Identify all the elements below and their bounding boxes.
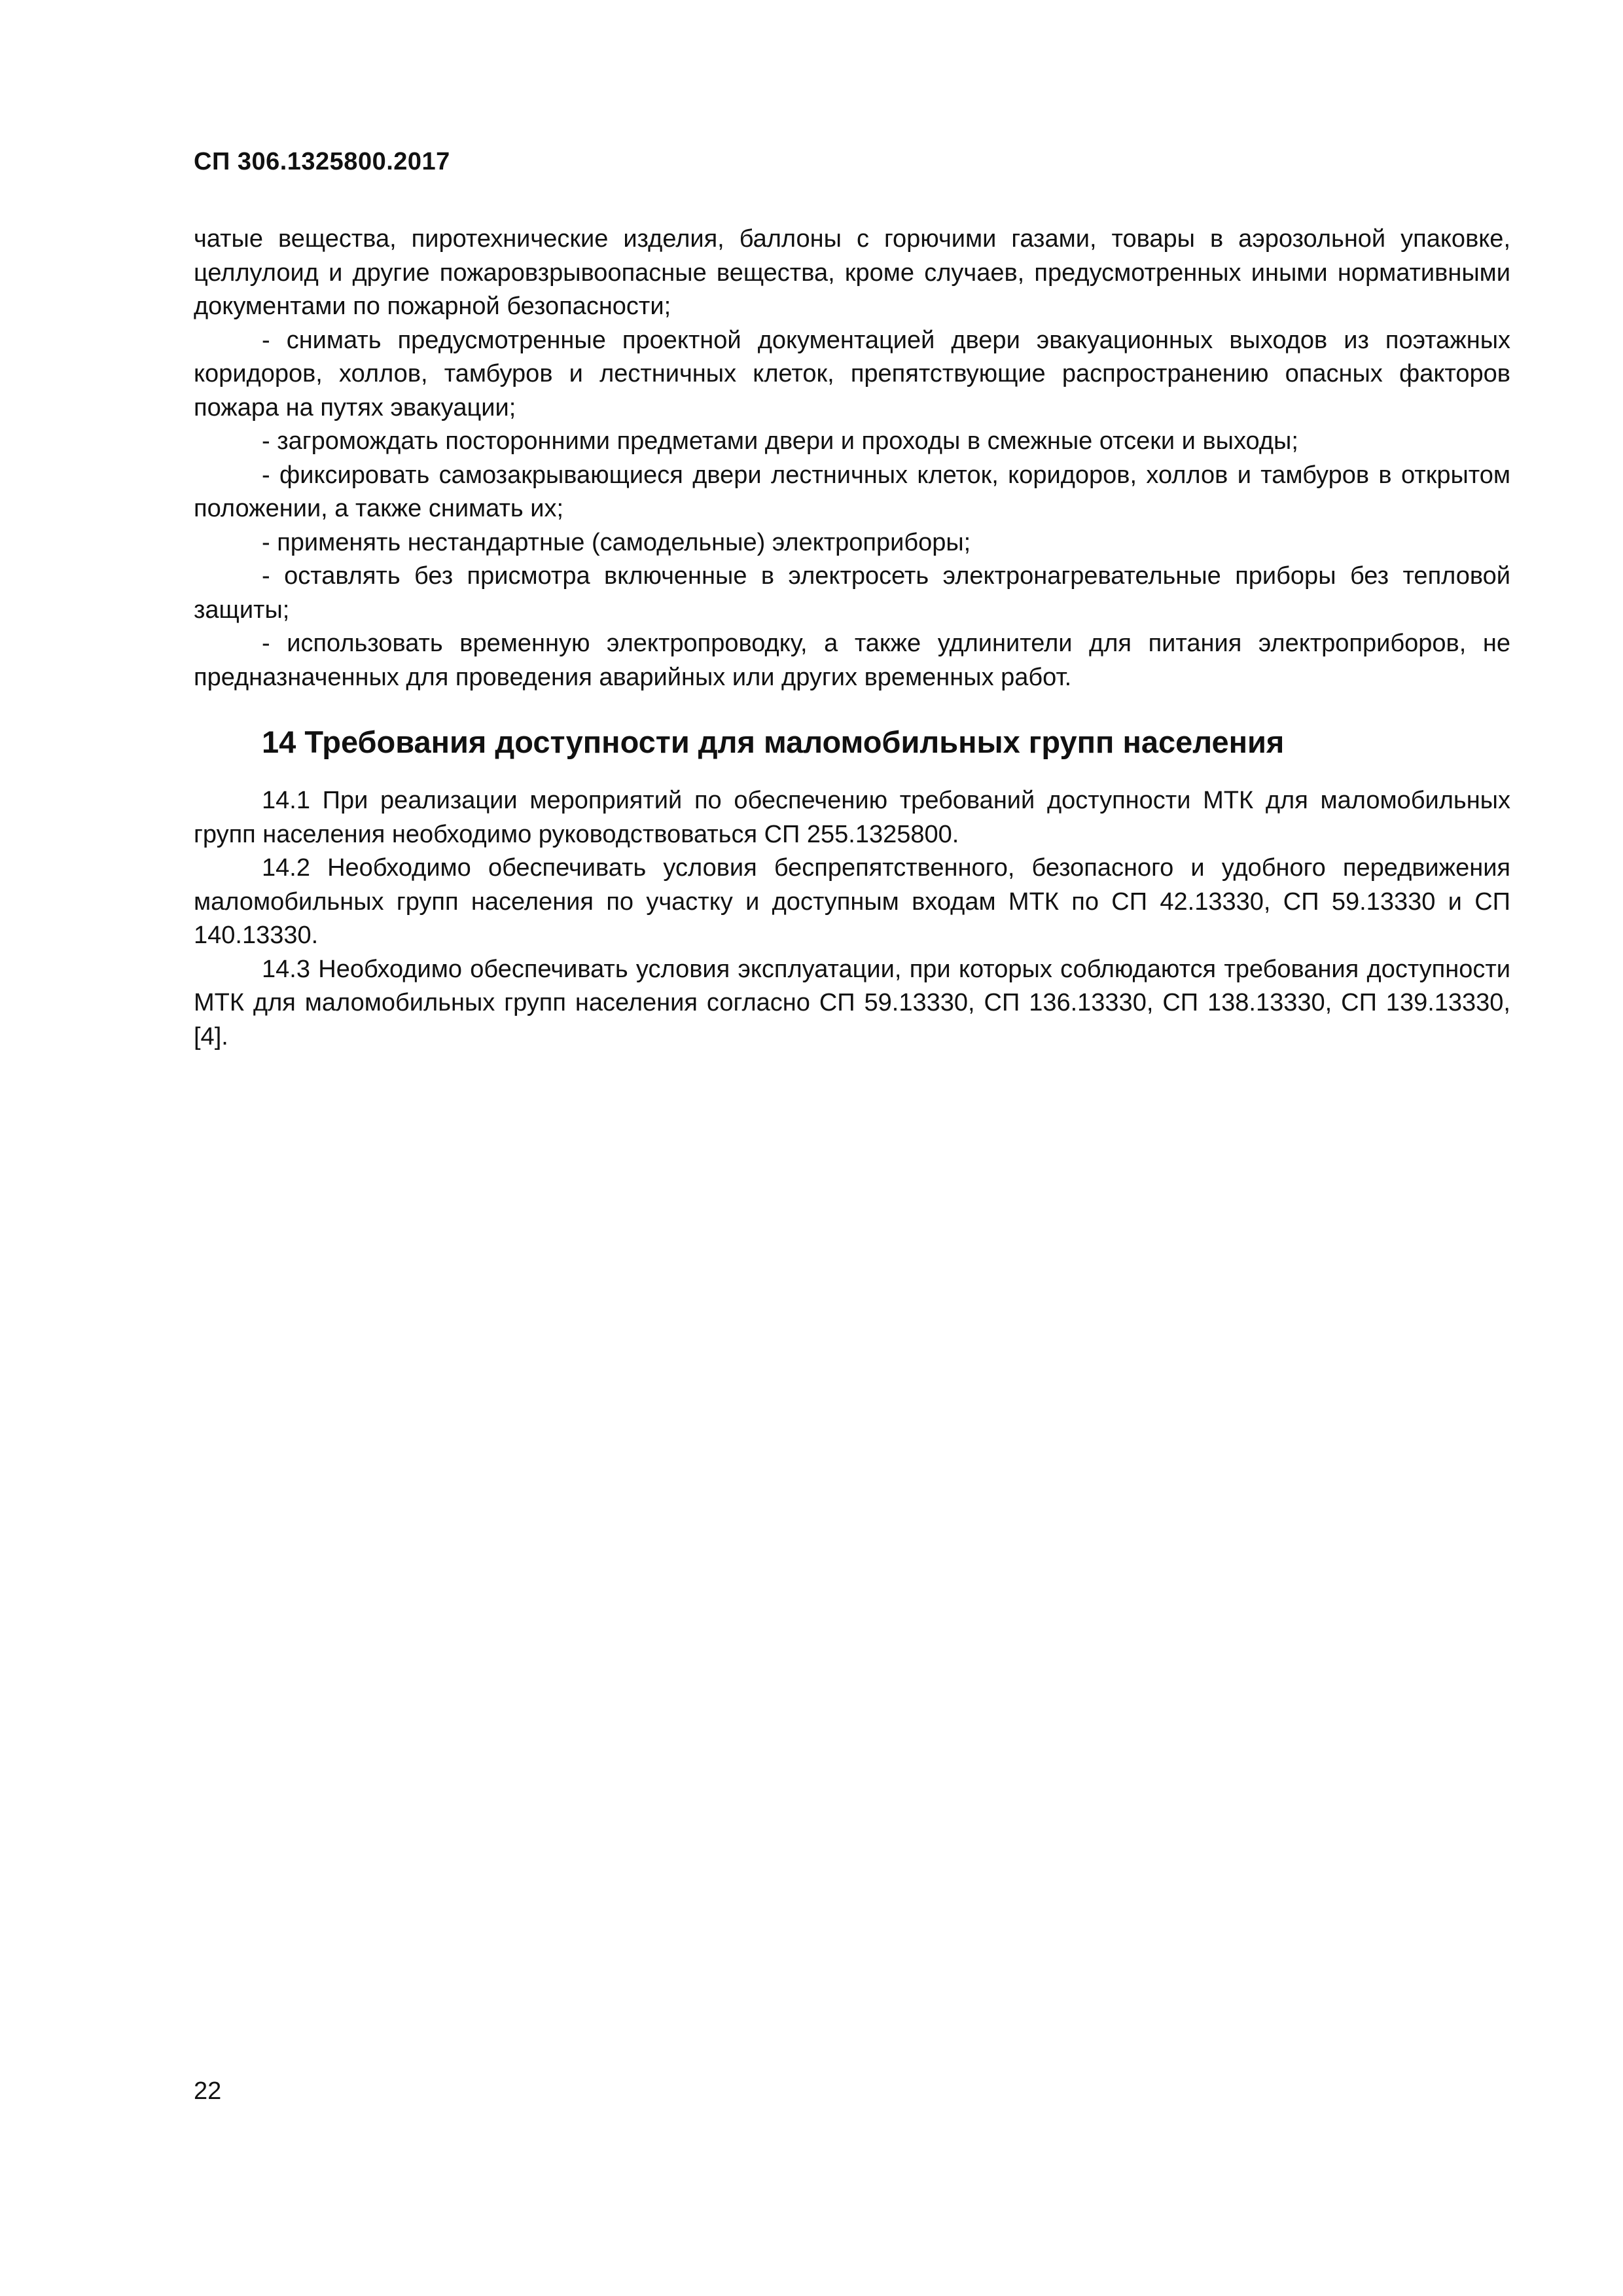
list-item: - загромождать посторонними предметами двери и проходы в смежные отсеки и выходы; (262, 427, 1298, 455)
prohibitions-list (194, 223, 1510, 694)
page-number: 22 (194, 2077, 222, 2105)
section-paragraph: 14.2 Необходимо обеспечивать условия беспрепятственного, безопасного и удобного передвижения маломобильных групп населения по участку и доступным входам МТК по СП 42.13330, СП 59.13330 и СП 140.13330. (194, 854, 1510, 949)
list-item: - использовать временную электропроводку, а также удлинители для питания электроприборов, не предназначенных для проведения аварийных или других временных работ. (194, 630, 1510, 691)
list-item: - применять нестандартные (самодельные) электроприборы; (262, 528, 971, 556)
section-paragraph: 14.1 При реализации мероприятий по обеспечению требований доступности МТК для маломобильных групп населения необходимо руководствоваться СП 255.1325800. (194, 787, 1510, 848)
section-heading: 14 Требования доступности для маломобильных групп населения (262, 725, 1285, 759)
list-item: - оставлять без присмотра включенные в электросеть электронагревательные приборы без тепловой защиты; (194, 562, 1510, 624)
continuation-paragraph: чатые вещества, пиротехнические изделия, баллоны с горючими газами, товары в аэрозольной упаковке, целлулоид и другие пожаровзрывоопасные вещества, кроме случаев, предусмотренных иными нормативными документами по пожарной безопасности; (194, 225, 1510, 320)
section-body (194, 784, 1510, 1054)
list-item: - фиксировать самозакрывающиеся двери лестничных клеток, коридоров, холлов и тамбуров в открытом положении, а также снимать их; (194, 461, 1510, 522)
section-paragraph: 14.3 Необходимо обеспечивать условия эксплуатации, при которых соблюдаются требования доступности МТК для маломобильных групп населения согласно СП 59.13330, СП 136.13330, СП 138.13330, СП 139.13330, [4]. (194, 955, 1510, 1050)
list-item: - снимать предусмотренные проектной документацией двери эвакуационных выходов из поэтажных коридоров, холлов, тамбуров и лестничных клеток, препятствующие распространению опасных факторов пожара на путях эвакуации; (194, 326, 1510, 422)
document-code: СП 306.1325800.2017 (194, 148, 450, 175)
